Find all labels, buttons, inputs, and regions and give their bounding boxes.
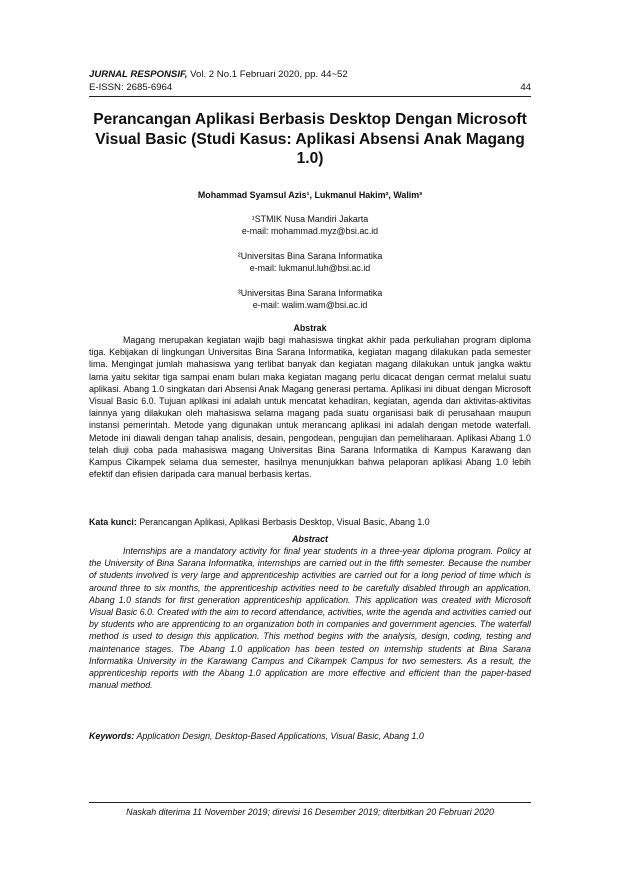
kata-kunci [89,516,531,528]
journal-name: JURNAL RESPONSIF, [89,69,188,80]
affiliation-2 [89,250,531,274]
keywords [89,730,531,742]
author-list: Mohammad Syamsul Azis¹, Lukmanul Hakim², Walim³ [197,190,423,200]
journal-header [89,69,348,81]
affiliation-3 [89,287,531,311]
affiliation-1 [89,213,531,237]
abstract-heading: Abstract [291,534,328,544]
affiliation-email: e-mail: walim.wam@bsi.ac.id [252,300,368,310]
keywords-label: Keywords: [89,731,135,741]
affiliation-name: ²Universitas Bina Sarana Informatika [237,251,383,261]
abstrak-heading: Abstrak [293,323,327,333]
affiliation-name: ¹STMIK Nusa Mandiri Jakarta [251,214,369,224]
footer-divider [89,802,531,803]
affiliation-email: e-mail: mohammad.myz@bsi.ac.id [241,226,379,236]
journal-info: Vol. 2 No.1 Februari 2020, pp. 44~52 [190,69,348,80]
page-number: 44 [520,82,531,93]
eissn: E-ISSN: 2685-6964 [89,82,173,93]
affiliation-name: ³Universitas Bina Sarana Informatika [237,288,383,298]
kata-kunci-label: Kata kunci: [89,517,137,527]
abstrak-text: Magang merupakan kegiatan wajib bagi mahasiswa tingkat akhir pada perkuliahan program diploma tiga. Kebijakan di lingkungan Universitas Bina Sarana Informatika, kegiatan magang dilakukan pada semester lima. Mengingat jumlah mahasiswa yang terlibat banyak dan kegiatan magang dilakukan untuk jangka waktu lama yaitu sekitar tiga sampai enam bulan maka kegiatan magang perlu dicacat dengan cermat melalui suatu aplikasi. Abang 1.0 singkatan dari Absensi Anak Magang generasi pertama. Aplikasi ini dibuat dengan Microsoft Visual Basic 6.0. Tujuan aplikasi ini adalah untuk mencatat kehadiran, kegiatan, agenda dan aktivitas-aktivitas lainnya yang dilakukan oleh mahasiswa selama magang pada suatu organisasi baik di perusahaan maupun instansi pemerintah. Metode yang digunakan untuk merancang aplikasi ini adalah dengan metode waterfall. Metode ini diawali dengan tahap analisis, desain, pengodean, pengujian dan pemeliharaan. Aplikasi Abang 1.0 telah diuji coba pada mahasiswa magang Universitas Bina Sarana Informatika di Kampus Karawang dan Kampus Cikampek selama dua semester, hasilnya menunjukkan bahwa pelaporan aplikasi Abang 1.0 lebih efektif dan efisien daripada cara manual berbasis kertas. [89,335,531,480]
submission-dates: Naskah diterima 11 November 2019; direvisi 16 Desember 2019; diterbitkan 20 Februari 2020 [126,807,494,817]
paper-title: Perancangan Aplikasi Berbasis Desktop Dengan Microsoft Visual Basic (Studi Kasus: Aplikasi Absensi Anak Magang 1.0) [93,111,527,167]
kata-kunci-text: Perancangan Aplikasi, Aplikasi Berbasis Desktop, Visual Basic, Abang 1.0 [139,517,430,527]
affiliation-email: e-mail: lukmanul.luh@bsi.ac.id [249,263,371,273]
header-divider [89,96,531,97]
abstract-text: Internships are a mandatory activity for final year students in a three-year diploma program. Policy at the University of Bina Sarana Informatika, internships are carried out in the fifth semester. Because the number of students involved is very large and apprenticeship activities are carried out for a long period of time which is around three to six months, the apprenticeship activities need to be carefully disabled through an application. Abang 1.0 stands for first generation apprenticeship application. This application was created with Microsoft Visual Basic 6.0. Created with the aim to record attendance, activities, write the agenda and activities carried out by students who are apprenticing to an organization both in companies and government agencies. The waterfall method is used to design this application. This method begins with the analysis, design, coding, testing and maintenance stages. The Abang 1.0 application has been tested on internship students at Bina Sarana Informatika University in the Karawang Campus and Cikampek Campus for two semesters. As a result, the apprenticeship reports with the Abang 1.0 application are more effective and efficient than the paper-based manual method. [89,546,531,691]
keywords-text: Application Design, Desktop-Based Applications, Visual Basic, Abang 1.0 [136,731,424,741]
